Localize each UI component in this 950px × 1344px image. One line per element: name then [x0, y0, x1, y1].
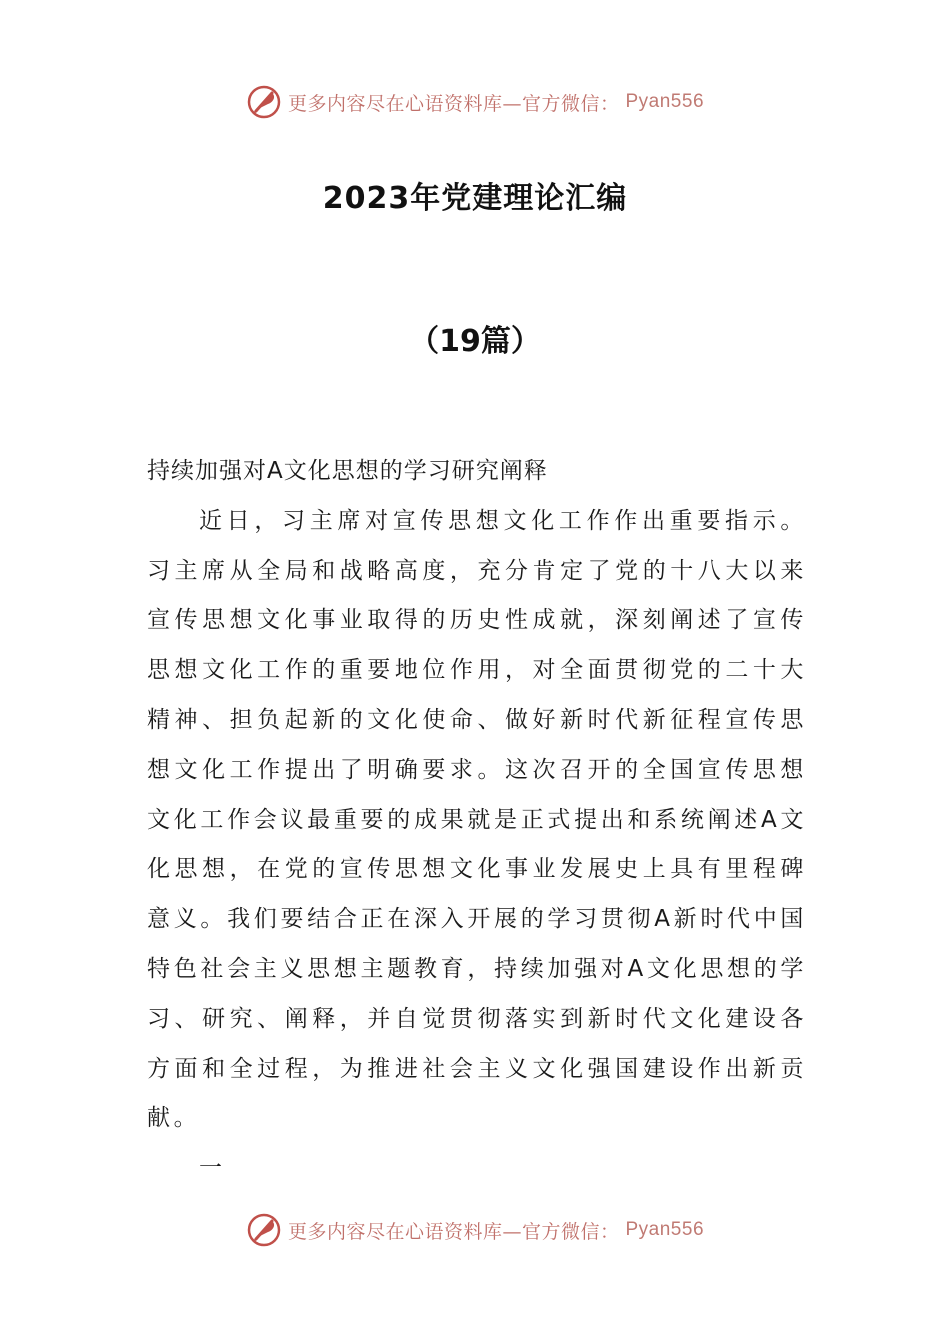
watermark-wechat-id: Pyan556 [625, 1219, 705, 1240]
section-marker: 一 [199, 1155, 226, 1182]
document-title: 2023年党建理论汇编 [322, 181, 628, 216]
watermark-wechat-id: Pyan556 [625, 91, 705, 112]
body-paragraph: 近日，习主席对宣传思想文化工作作出重要指示。习主席从全局和战略高度，充分肯定了党的十八大以来宣传思想文化事业取得的历史性成就，深刻阐述了宣传思想文化工作的重要地位作用，对全面贯彻党的二十大精神、担负起新的文化使命、做好新时代新征程宣传思想文化工作提出了明确要求。这次召开的全国宣传思想文化工作会议最重要的成果就是正式提出和系统阐述A文化思想，在党的宣传思想文化事业发展史上具有里程碑意义。我们要结合正在深入开展的学习贯彻A新时代中国特色社会主义思想主题教育，持续加强对A文化思想的学习、研究、阐释，并自觉贯彻落实到新时代文化建设各方面和全过程，为推进社会主义文化强国建设作出新贡献。 [147, 507, 807, 1132]
watermark-header [0, 84, 950, 120]
document-subtitle: （19篇） [409, 324, 541, 359]
watermark-text: 更多内容尽在心语资料库—官方微信： [287, 92, 620, 115]
quill-logo-icon [246, 84, 282, 120]
watermark-footer [0, 1212, 950, 1248]
quill-logo-icon [246, 1212, 282, 1248]
article-heading: 持续加强对A文化思想的学习研究阐释 [147, 458, 548, 484]
watermark-text: 更多内容尽在心语资料库—官方微信： [287, 1220, 620, 1243]
document-body [147, 447, 807, 1194]
